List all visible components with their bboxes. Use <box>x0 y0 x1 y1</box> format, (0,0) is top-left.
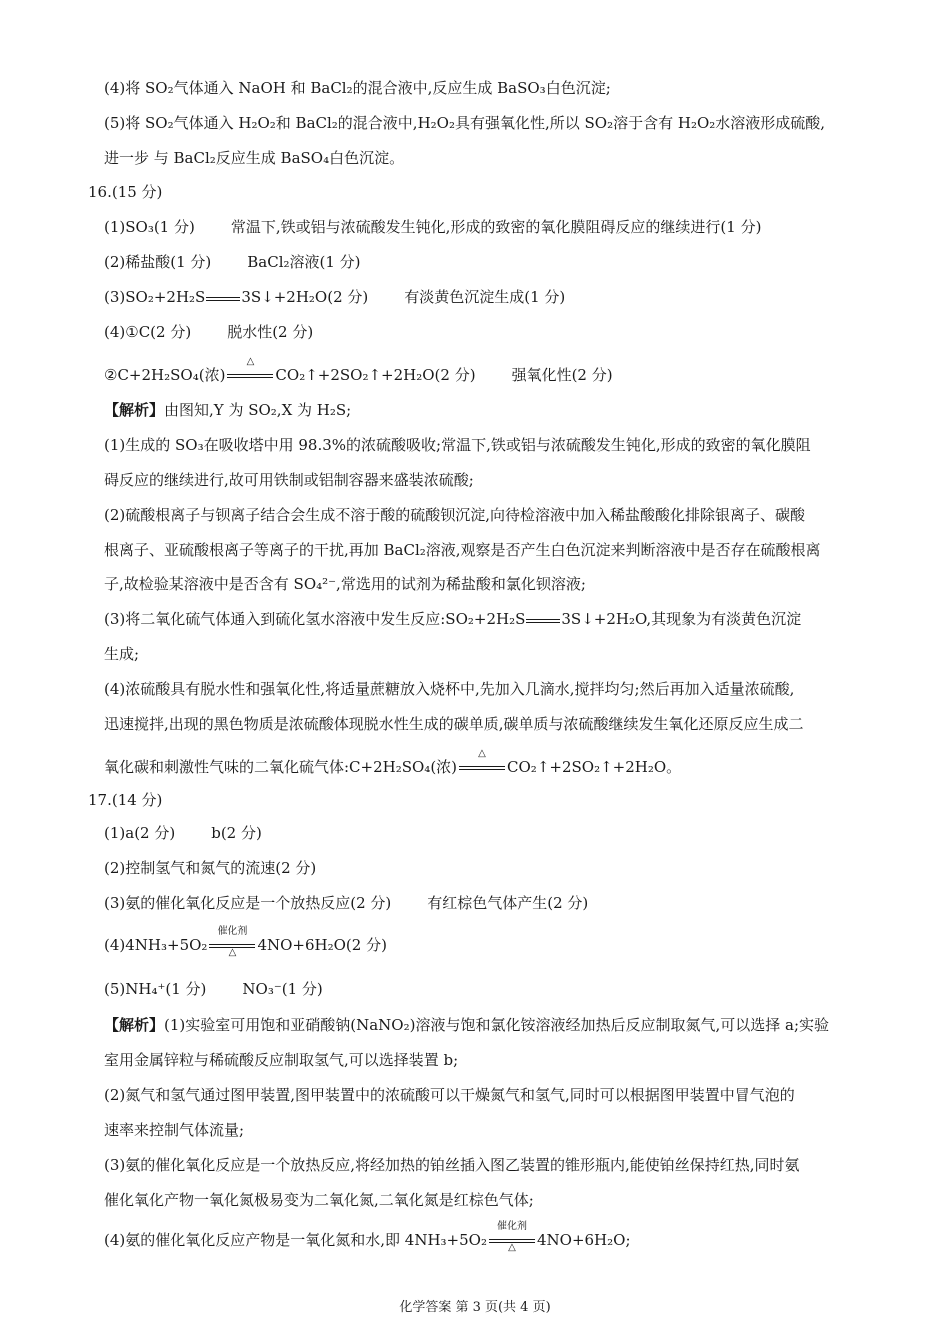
q16-p4b: 迅速搅拌,出现的黑色物质是浓硫酸体现脱水性生成的碳单质,碳单质与浓硫酸继续发生氧化还原反应生成二 <box>104 715 804 733</box>
q17-jx3a: (3)氨的催化氧化反应是一个放热反应,将经加热的铂丝插入图乙装置的锥形瓶内,能使铂丝保持红热,同时氨 <box>104 1156 800 1174</box>
q16-a1: (1)SO₃(1 分) <box>104 218 195 236</box>
q16-a3-right: 3S↓+2H₂O(2 分) <box>241 288 369 306</box>
q16-p3a-left: (3)将二氧化硫气体通入到硫化氢水溶液中发生反应:SO₂+2H₂S <box>104 610 526 628</box>
q17-jx1a <box>104 1015 829 1035</box>
q16-p2c: 子,故检验某溶液中是否含有 SO₄²⁻,常选用的试剂为稀盐酸和氯化钡溶液; <box>104 575 586 593</box>
intro-line-5a: (5)将 SO₂气体通入 H₂O₂和 BaCl₂的混合液中,H₂O₂具有强氧化性,所以 SO₂溶于含有 H₂O₂水溶液形成硫酸, <box>104 114 826 132</box>
q17-a3-b: 有红棕色气体产生(2 分) <box>427 894 589 912</box>
q17-a1-b: b(2 分) <box>211 824 262 842</box>
q16-a1-reason: 常温下,铁或铝与浓硫酸发生钝化,形成的致密的氧化膜阻碍反应的继续进行(1 分) <box>230 218 762 236</box>
q17-a5: (5)NH₄⁺(1 分) <box>104 980 207 998</box>
q16-p4c-left: 氧化碳和刺激性气味的二氧化硫气体:C+2H₂SO₄(浓) <box>104 758 458 776</box>
q16-p4a: (4)浓硫酸具有脱水性和强氧化性,将适量蔗糖放入烧杯中,先加入几滴水,搅拌均匀;然后再加入适量浓硫酸, <box>104 680 795 698</box>
q17-jx2a: (2)氮气和氢气通过图甲装置,图甲装置中的浓硫酸可以干燥氮气和氢气,同时可以根据图甲装置中冒气泡的 <box>104 1086 795 1104</box>
page-footer: 化学答案 第 3 页(共 4 页) <box>399 1300 551 1315</box>
q16-p4c-right: CO₂↑+2SO₂↑+2H₂O。 <box>507 758 682 776</box>
jiexi-label: 【解析】 <box>104 401 165 419</box>
q16-answer-3 <box>104 287 565 307</box>
q17-answer-3 <box>104 893 588 913</box>
heat-condition <box>459 748 505 778</box>
q17-jx3b: 催化氧化产物一氧化氮极易变为二氧化氮,二氧化氮是红棕色气体; <box>104 1191 534 1209</box>
catalyst-heat-condition <box>209 926 255 958</box>
intro-line-5b: 进一步 与 BaCl₂反应生成 BaSO₄白色沉淀。 <box>104 149 405 167</box>
q16-a3-left: (3)SO₂+2H₂S <box>104 288 206 306</box>
q16-a4c-right: CO₂↑+2SO₂↑+2H₂O(2 分) <box>275 366 476 384</box>
q16-answer-2 <box>104 252 361 272</box>
q16-a2: (2)稀盐酸(1 分) <box>104 253 212 271</box>
q16-jiexi <box>104 400 351 420</box>
q16-p2b: 根离子、亚硫酸根离子等离子的干扰,再加 BaCl₂溶液,观察是否产生白色沉淀来判断溶液中是否存在硫酸根离 <box>104 541 821 559</box>
q17-jx2b: 速率来控制气体流量; <box>104 1121 245 1139</box>
q16-p1b: 碍反应的继续进行,故可用铁制或铝制容器来盛装浓硫酸; <box>104 471 474 489</box>
q17-header: 17.(14 分) <box>88 791 163 809</box>
heat-symbol: △ <box>508 1242 516 1253</box>
heat-condition <box>227 356 273 386</box>
q16-p3a-right: 3S↓+2H₂O,其现象为有淡黄色沉淀 <box>561 610 802 628</box>
q17-a4-right: 4NO+6H₂O(2 分) <box>257 936 387 954</box>
catalyst-label: 催化剂 <box>217 926 248 937</box>
q17-a3: (3)氨的催化氧化反应是一个放热反应(2 分) <box>104 894 392 912</box>
catalyst-label: 催化剂 <box>496 1221 527 1232</box>
q17-jx4 <box>104 1221 631 1253</box>
q17-a5-b: NO₃⁻(1 分) <box>242 980 323 998</box>
q16-a3-b: 有淡黄色沉淀生成(1 分) <box>404 288 566 306</box>
q16-p4c <box>104 748 682 778</box>
q17-jx1b: 室用金属锌粒与稀硫酸反应制取氢气,可以选择装置 b; <box>104 1051 459 1069</box>
q16-jx0: 由图知,Y 为 SO₂,X 为 H₂S; <box>164 401 352 419</box>
q16-a4c-left: ②C+2H₂SO₄(浓) <box>104 366 226 384</box>
q16-a4-d: 强氧化性(2 分) <box>511 366 613 384</box>
q16-a2-b: BaCl₂溶液(1 分) <box>247 253 361 271</box>
heat-symbol: △ <box>246 356 255 367</box>
intro-line-4: (4)将 SO₂气体通入 NaOH 和 BaCl₂的混合液中,反应生成 BaSO₃白色沉淀; <box>104 79 611 97</box>
q17-answer-2: (2)控制氢气和氮气的流速(2 分) <box>104 859 317 877</box>
q16-p1a: (1)生成的 SO₃在吸收塔中用 98.3%的浓硫酸吸收;常温下,铁或铝与浓硫酸发生钝化,形成的致密的氧化膜阻 <box>104 436 811 454</box>
q16-answer-4-eq <box>104 356 613 386</box>
catalyst-heat-condition <box>489 1221 535 1253</box>
heat-symbol: △ <box>478 748 486 759</box>
equals-sign <box>526 613 560 627</box>
q17-a1: (1)a(2 分) <box>104 824 176 842</box>
q17-answer-4 <box>104 926 387 958</box>
q16-p2a: (2)硫酸根离子与钡离子结合会生成不溶于酸的硫酸钡沉淀,向待检溶液中加入稀盐酸酸化排除银离子、碳酸 <box>104 506 806 524</box>
q17-a4-left: (4)4NH₃+5O₂ <box>104 936 208 954</box>
jiexi-label: 【解析】 <box>104 1016 165 1034</box>
equals-sign <box>206 291 240 305</box>
q17-answer-1 <box>104 823 262 843</box>
q17-jx4-left: (4)氨的催化氧化反应产物是一氧化氮和水,即 4NH₃+5O₂ <box>104 1231 487 1249</box>
q16-p3b: 生成; <box>104 645 140 663</box>
heat-symbol: △ <box>228 947 237 958</box>
q16-answer-1 <box>104 217 761 237</box>
q16-header: 16.(15 分) <box>88 183 163 201</box>
q16-a4: (4)①C(2 分) <box>104 323 192 341</box>
q17-jx1a-text: (1)实验室可用饱和亚硝酸钠(NaNO₂)溶液与饱和氯化铵溶液经加热后反应制取氮气,可以选择 a;实验 <box>164 1016 830 1034</box>
q16-answer-4 <box>104 322 313 342</box>
q17-answer-5 <box>104 979 323 999</box>
q16-a4-b: 脱水性(2 分) <box>227 323 314 341</box>
q17-jx4-right: 4NO+6H₂O; <box>536 1231 631 1249</box>
q16-p3a <box>104 609 801 629</box>
